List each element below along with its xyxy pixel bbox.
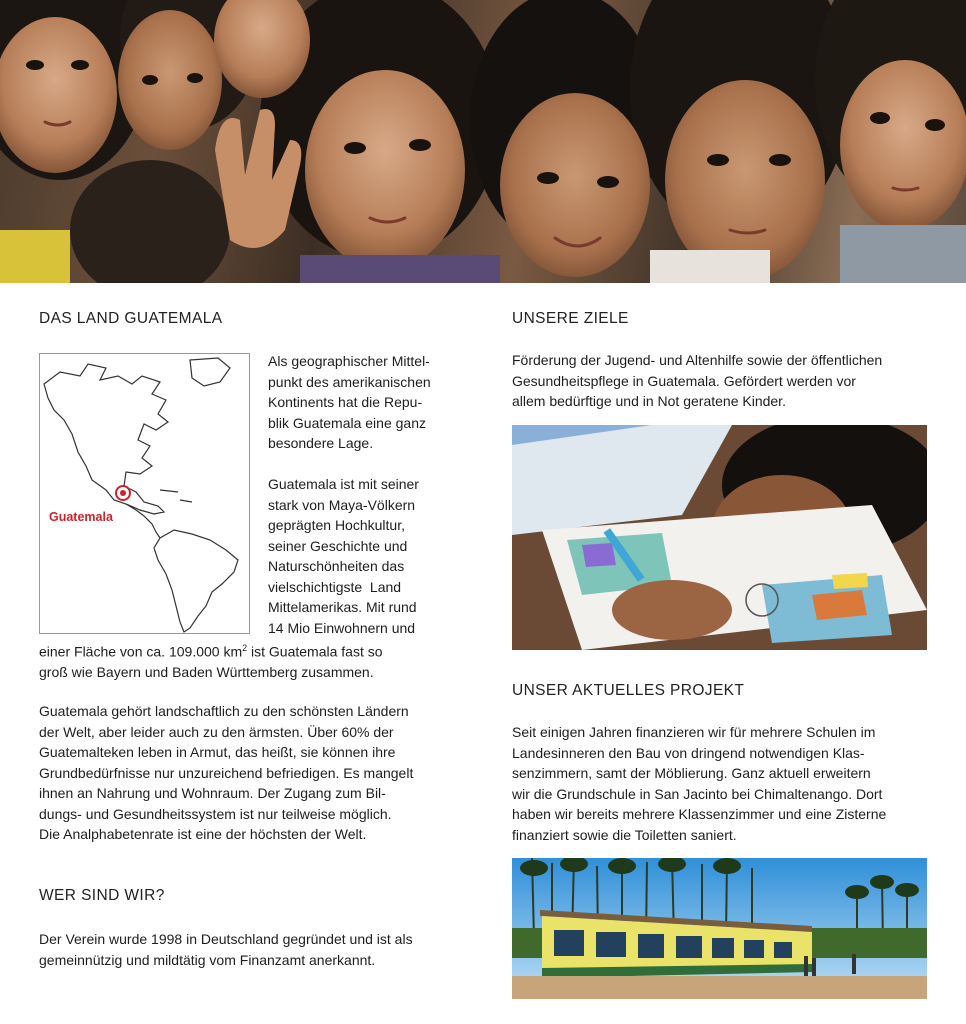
area-after: ist Guatemala fast so — [247, 643, 383, 660]
text-line: finanziert sowie die Toiletten saniert. — [512, 826, 737, 843]
text-line: allem bedürftige und in Not geratene Kinder. — [512, 393, 786, 409]
text-line: Naturschönheiten das — [268, 558, 405, 574]
text-line — [39, 638, 469, 662]
ziele-paragraph — [512, 350, 942, 412]
text-line: 14 Mio Einwohnern und — [268, 619, 416, 636]
area-superscript: 2 — [242, 643, 248, 653]
land-side-text — [268, 351, 468, 638]
land-paragraph-2 — [39, 701, 469, 845]
wer-paragraph — [39, 929, 469, 970]
text-line: besondere Lage. — [268, 435, 374, 451]
text-line: Guatemalteken leben in Armut, das heißt, sie können ihre — [39, 744, 396, 760]
area-before: einer Fläche von ca. 109.000 km — [39, 643, 243, 660]
text-line: Mittelamerikas. Mit rund — [268, 599, 417, 615]
text-line: Landesinneren den Bau von dringend notwendigen Klas- — [512, 744, 865, 761]
land-area-text — [39, 638, 469, 683]
heading-das-land-guatemala: DAS LAND GUATEMALA — [39, 310, 223, 327]
text-line: Als geographischer Mittel- — [268, 353, 430, 369]
text-line: Grundbedürfnisse nur unzureichend befriedigen. Es mangelt — [39, 764, 414, 781]
text-line: Förderung der Jugend- und Altenhilfe sowie der öffentlichen — [512, 352, 883, 368]
text-line: stark von Maya-Völkern — [268, 496, 416, 513]
heading-wer-sind-wir: WER SIND WIR? — [39, 887, 165, 904]
projekt-paragraph — [512, 722, 942, 845]
text-line: ihnen an Nahrung und Wohnraum. Der Zugang zum Bil- — [39, 785, 386, 801]
text-line: Guatemala gehört landschaftlich zu den schönsten Ländern — [39, 703, 409, 719]
text-line: Der Verein wurde 1998 in Deutschland gegründet und ist als — [39, 931, 413, 947]
text-line: haben wir bereits mehrere Klassenzimmer und eine Zisterne — [512, 806, 887, 822]
text-line: vielschichtigste Land — [268, 578, 402, 595]
photo-school-building — [512, 858, 927, 999]
text-line: senzimmern, samt der Möblierung. Ganz aktuell erweitern — [512, 765, 871, 781]
text-line: groß wie Bayern und Baden Württemberg zusammen. — [39, 664, 374, 681]
text-line — [268, 454, 468, 475]
text-line: Guatemala ist mit seiner — [268, 476, 419, 492]
hero-photo-illustration — [0, 0, 966, 283]
map-label-guatemala: Guatemala — [49, 510, 113, 524]
text-line: Gesundheitspflege in Guatemala. Gefördert werden vor — [512, 372, 856, 389]
text-line: der Welt, aber leider auch zu den ärmsten. Über 60% der — [39, 723, 394, 740]
americas-map-icon — [40, 354, 249, 633]
hero-photo-children — [0, 0, 966, 283]
text-line: Seit einigen Jahren finanzieren wir für mehrere Schulen im — [512, 724, 876, 740]
child-drawing-illustration — [512, 425, 927, 650]
text-line: dungs- und Gesundheitssystem ist nur teilweise möglich. — [39, 805, 392, 822]
school-building-illustration — [512, 858, 927, 999]
text-line: blik Guatemala eine ganz — [268, 414, 426, 431]
text-line: gemeinnützig und mildtätig vom Finanzamt anerkannt. — [39, 951, 376, 968]
text-line: geprägten Hochkultur, — [268, 517, 405, 533]
text-line: Die Analphabetenrate ist eine der höchsten der Welt. — [39, 826, 367, 842]
heading-unser-aktuelles-projekt: UNSER AKTUELLES PROJEKT — [512, 682, 745, 699]
heading-unsere-ziele: UNSERE ZIELE — [512, 310, 629, 327]
text-line: wir die Grundschule in San Jacinto bei Chimaltenango. Dort — [512, 785, 883, 802]
photo-child-drawing — [512, 425, 927, 650]
text-line: seiner Geschichte und — [268, 537, 408, 554]
text-line: punkt des amerikanischen — [268, 373, 431, 390]
text-line: Kontinents hat die Repu- — [268, 394, 423, 410]
map-americas — [39, 353, 250, 634]
